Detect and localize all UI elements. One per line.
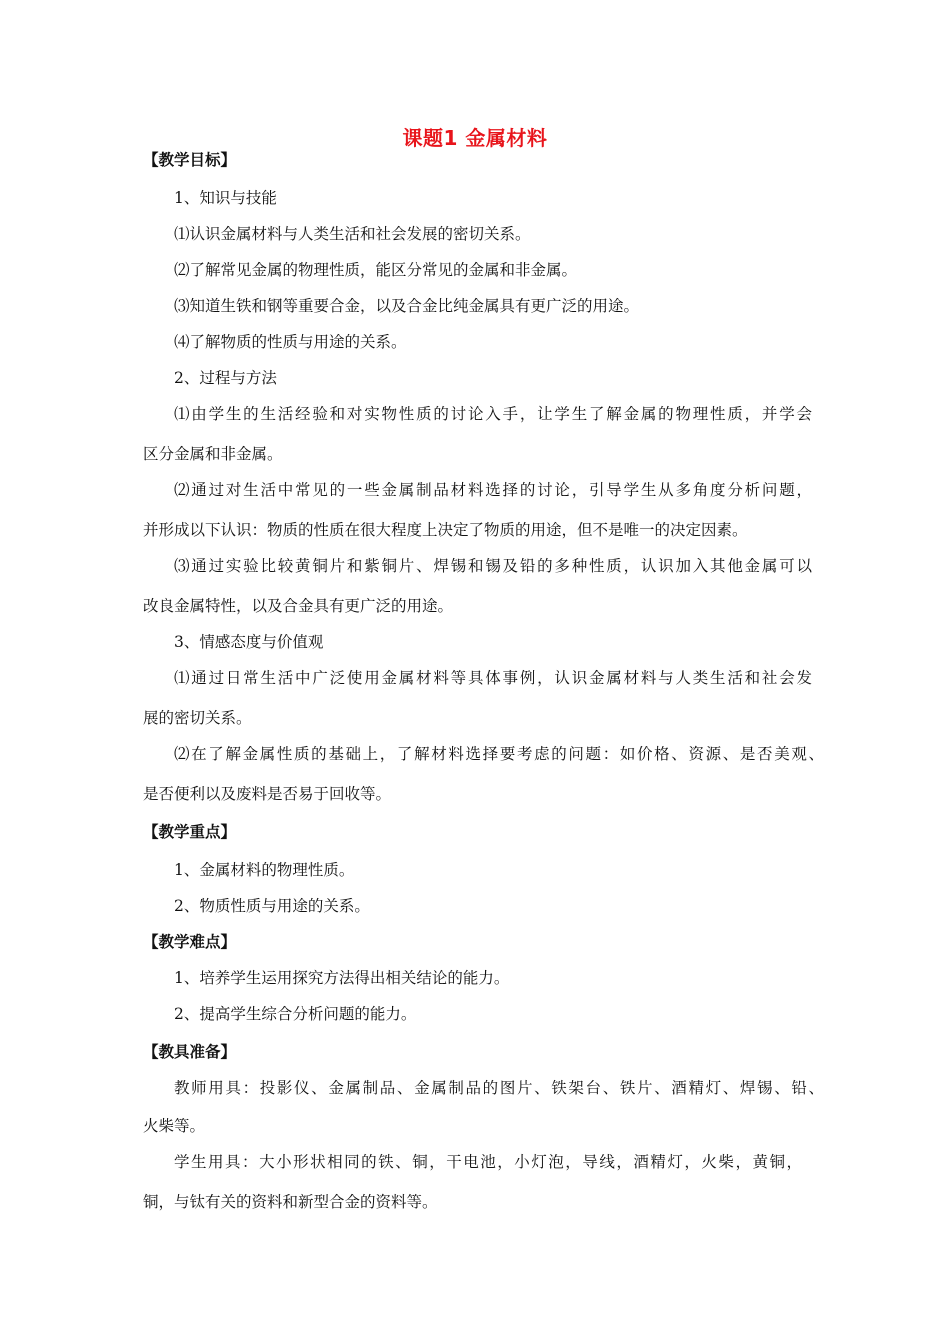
list-item: 1、培养学生运用探究方法得出相关结论的能力。: [174, 969, 510, 987]
paragraph-line: 是否便利以及废料是否易于回收等。: [143, 785, 392, 803]
document-title: 课题1 金属材料: [402, 126, 548, 150]
paragraph-line: 改良金属特性，以及合金具有更广泛的用途。: [143, 597, 454, 615]
list-item: ⑶知道生铁和钢等重要合金，以及合金比纯金属具有更广泛的用途。: [174, 297, 640, 315]
list-item: 1、金属材料的物理性质。: [174, 861, 355, 879]
list-item: ⑵了解常见金属的物理性质，能区分常见的金属和非金属。: [174, 261, 578, 279]
subsection-knowledge-skills: 1、知识与技能: [174, 189, 277, 207]
paragraph-line: ⑵在了解金属性质的基础上，了解材料选择要考虑的问题：如价格、资源、是否美观、: [174, 745, 824, 763]
section-heading-goals: 【教学目标】: [143, 151, 237, 169]
subsection-process-methods: 2、过程与方法: [174, 369, 277, 387]
paragraph-line: 火柴等。: [143, 1117, 206, 1135]
list-item: 2、提高学生综合分析问题的能力。: [174, 1005, 417, 1023]
paragraph-line: ⑶通过实验比较黄铜片和紫铜片、焊锡和锡及铅的多种性质，认识加入其他金属可以: [174, 557, 812, 575]
section-heading-key-points: 【教学重点】: [143, 823, 237, 841]
paragraph-line: ⑴通过日常生活中广泛使用金属材料等具体事例，认识金属材料与人类生活和社会发: [174, 669, 812, 687]
paragraph-line: ⑵通过对生活中常见的一些金属制品材料选择的讨论，引导学生从多角度分析问题，: [174, 481, 812, 499]
section-heading-materials: 【教具准备】: [143, 1043, 237, 1061]
paragraph-line: ⑴由学生的生活经验和对实物性质的讨论入手，让学生了解金属的物理性质，并学会: [174, 405, 812, 423]
section-heading-difficulties: 【教学难点】: [143, 933, 237, 951]
paragraph-line: 教师用具：投影仪、金属制品、金属制品的图片、铁架台、铁片、酒精灯、焊锡、铅、: [174, 1079, 824, 1097]
paragraph-line: 学生用具：大小形状相同的铁、铜，干电池，小灯泡，导线，酒精灯，火柴，黄铜，: [174, 1153, 802, 1171]
paragraph-line: 区分金属和非金属。: [143, 445, 283, 463]
paragraph-line: 并形成以下认识：物质的性质在很大程度上决定了物质的用途，但不是唯一的决定因素。: [143, 521, 748, 539]
list-item: 2、物质性质与用途的关系。: [174, 897, 370, 915]
list-item: ⑴认识金属材料与人类生活和社会发展的密切关系。: [174, 225, 531, 243]
subsection-attitude-values: 3、情感态度与价值观: [174, 633, 324, 651]
paragraph-line: 铜，与钛有关的资料和新型合金的资料等。: [143, 1193, 438, 1211]
list-item: ⑷了解物质的性质与用途的关系。: [174, 333, 407, 351]
paragraph-line: 展的密切关系。: [143, 709, 252, 727]
